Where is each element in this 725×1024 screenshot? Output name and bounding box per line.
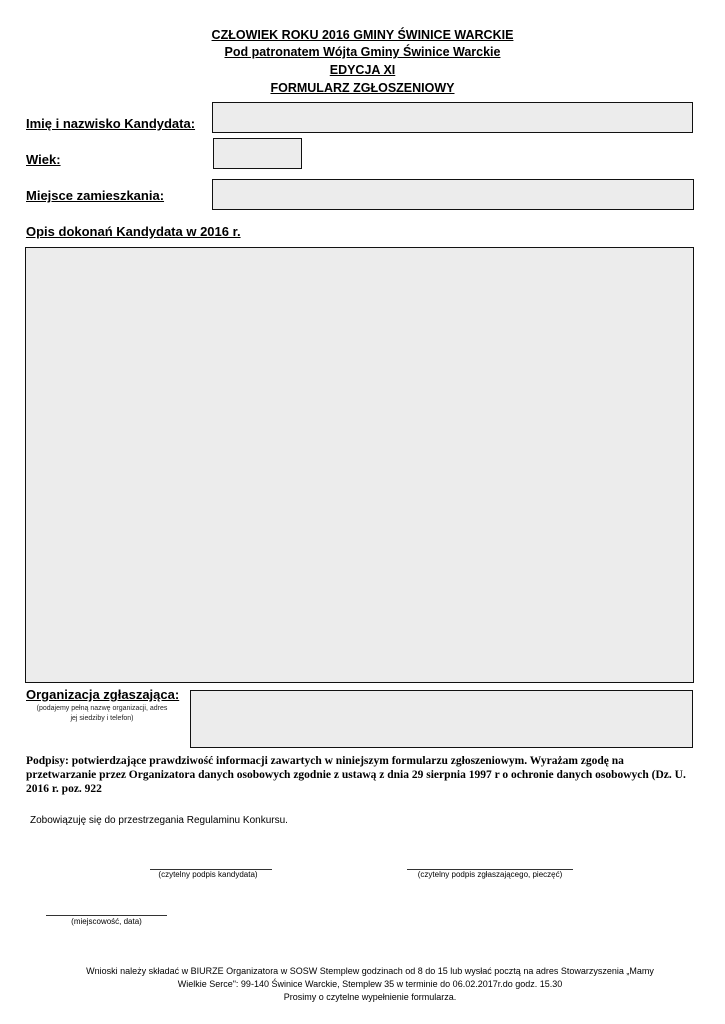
footer-line-3: Prosimy o czytelne wypełnienie formularza. xyxy=(283,992,457,1002)
org-hint-2: jej siedziby i telefon) xyxy=(70,715,134,722)
achievements-field[interactable] xyxy=(25,247,694,683)
place-date-line xyxy=(46,915,167,916)
name-field[interactable] xyxy=(212,102,693,133)
rules-text: Zobowiązuję się do przestrzegania Regulaminu Konkursu. xyxy=(30,815,288,826)
submitter-signature-caption: (czytelny podpis zgłaszającego, pieczęć) xyxy=(417,870,563,879)
org-field[interactable] xyxy=(190,690,693,748)
org-label: Organizacja zgłaszająca: xyxy=(26,687,180,702)
org-hint-1: (podajemy pełną nazwę organizacji, adres xyxy=(36,705,168,712)
form-subtitle: FORMULARZ ZGŁOSZENIOWY xyxy=(270,81,455,95)
achievements-label: Opis dokonań Kandydata w 2016 r. xyxy=(26,224,241,239)
name-label: Imię i nazwisko Kandydata: xyxy=(26,116,196,131)
candidate-signature-caption: (czytelny podpis kandydata) xyxy=(158,870,258,879)
edition-line: EDYCJA XI xyxy=(329,63,396,77)
residence-field[interactable] xyxy=(212,179,694,210)
age-field[interactable] xyxy=(213,138,302,169)
age-label: Wiek: xyxy=(26,152,61,167)
patronage-line: Pod patronatem Wójta Gminy Świnice Warckie xyxy=(224,45,501,59)
form-title: CZŁOWIEK ROKU 2016 GMINY ŚWINICE WARCKIE xyxy=(211,28,514,42)
place-date-caption: (miejscowość, data) xyxy=(71,917,142,926)
footer-line-2: Wielkie Serce": 99-140 Świnice Warckie, Stemplew 35 w terminie do 06.02.2017r.do godz. 15.30 xyxy=(177,979,563,989)
residence-label: Miejsce zamieszkania: xyxy=(26,188,165,203)
consent-text: Podpisy: potwierdzające prawdziwość informacji zawartych w niniejszym formularzu zgłoszeniowym. Wyrażam zgodę na przetwarzanie przez Organizatora danych osobowych zgodnie z ustawą z dnia 29 sierpnia 1997 r o ochronie danych osobowych (Dz. U. 2016 r. poz. 922 xyxy=(26,755,686,795)
footer-line-1: Wnioski należy składać w BIURZE Organizatora w SOSW Stemplew godzinach od 8 do 15 lub wysłać pocztą na adres Stowarzyszenia „Mamy xyxy=(86,966,654,976)
